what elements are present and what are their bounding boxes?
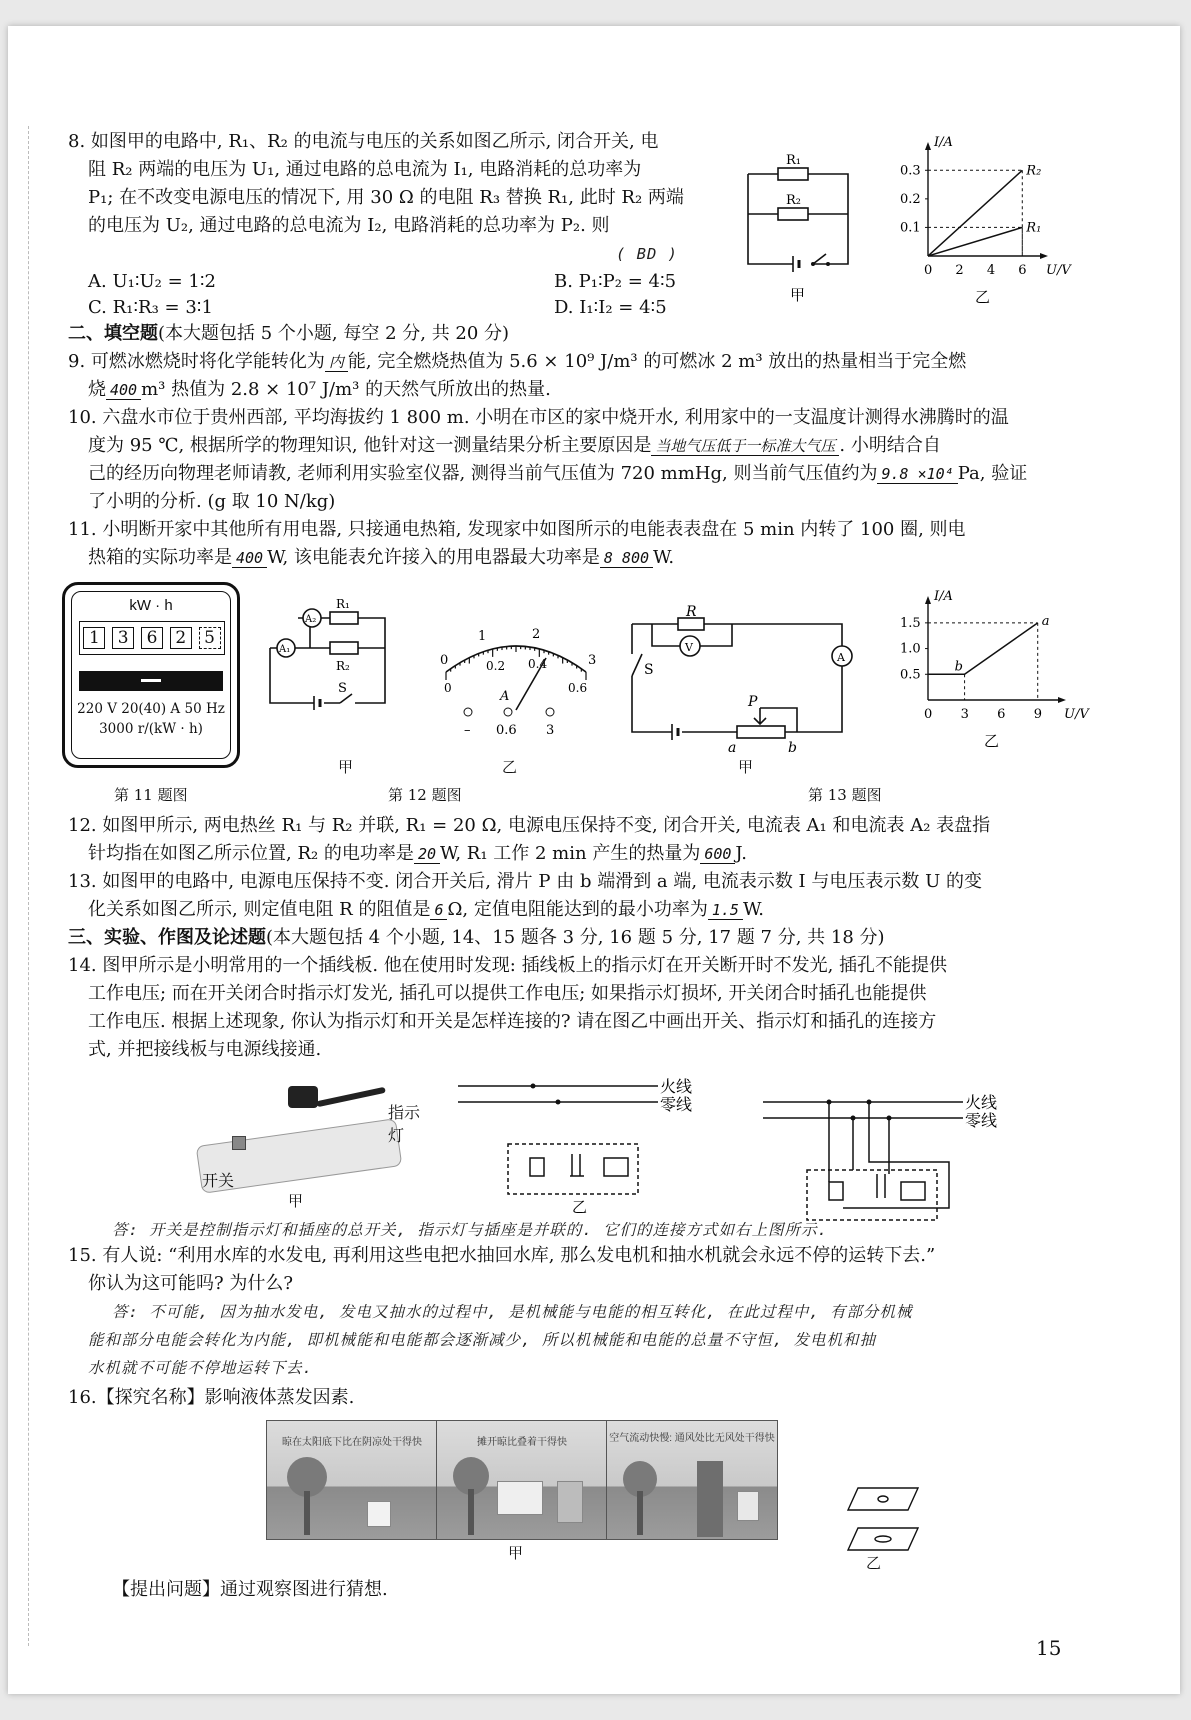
q10-line-4: 了小明的分析. (g 取 10 N/kg) — [88, 491, 336, 512]
series-label: R₂ — [1026, 163, 1042, 179]
section-2-rest: (本大题包括 5 个小题, 每空 2 分, 共 20 分) — [158, 323, 510, 344]
y-tick-label: 0.2 — [900, 191, 921, 207]
answer-live-label: 火线 — [965, 1093, 998, 1112]
q14-line-4: 式, 并把接线板与电源线接通. — [88, 1039, 322, 1060]
q16-fig-jia: 甲 — [508, 1544, 524, 1562]
answer-neutral-label: 零线 — [965, 1111, 998, 1130]
series-line — [928, 623, 1038, 674]
ammeter-dial — [428, 606, 608, 746]
q11-answer-1: 400 — [232, 549, 267, 568]
meter-spec-2: 3000 r/(kW · h) — [99, 721, 203, 737]
switch-button — [232, 1136, 246, 1150]
q10-line-1: 10. 六盘水市位于贵州西部, 平均海拔约 1 800 m. 小明在市区的家中烧开水, 利用家中的一支温度计测得水沸腾时的温 — [68, 407, 1009, 428]
meter-spec-1: 220 V 20(40) A 50 Hz — [77, 701, 225, 717]
q15-line-1: 15. 有人说: “利用水库的水发电, 再利用这些电把水抽回水库, 那么发电机和抽水机就会永远不停的运转下去.” — [68, 1245, 936, 1266]
q12-r1-label: R₁ — [336, 597, 350, 611]
terminal-3: 3 — [546, 723, 555, 738]
q8-line-1: 8. 如图甲的电路中, R₁、R₂ 的电流与电压的关系如图乙所示, 闭合开关, 电 — [68, 131, 659, 152]
q13-text-2a: 化关系如图乙所示, 则定值电阻 R 的阻值是 — [88, 899, 431, 920]
q10-text-2a: 度为 95 ℃, 根据所学的物理知识, 他针对这一测量结果分析主要原因是 — [88, 435, 652, 456]
q14-wiring-blank — [448, 1072, 718, 1216]
dial-letter: A — [500, 689, 510, 704]
evaporation-photo-sun — [266, 1420, 438, 1540]
dial-bottom-04: 0.4 — [528, 657, 548, 671]
q13-end-b: b — [788, 740, 797, 756]
q12-fig-jia: 甲 — [338, 758, 354, 776]
photo-caption-spread: 摊开晾比叠着干得快 — [477, 1437, 567, 1448]
q8-iu-chart — [888, 126, 1088, 306]
section-2-heading: 二、填空题 — [68, 323, 158, 344]
q12-ammeter-a2: A₂ — [305, 614, 317, 625]
q12-fig-yi: 乙 — [502, 758, 518, 776]
dial-top-1: 1 — [478, 629, 487, 644]
q14-answer: 答: 开关是控制指示灯和插座的总开关, 指示灯与插座是并联的. 它们的连接方式如右上图所示. — [112, 1221, 828, 1239]
wire-live-label: 火线 — [660, 1077, 693, 1096]
q13-text-2b: Ω, 定值电阻能达到的最小功率为 — [447, 899, 708, 920]
q13-line-1: 13. 如图甲的电路中, 电源电压保持不变. 闭合开关后, 滑片 P 由 b 端滑到 a 端, 电流表示数 I 与电压表示数 U 的变 — [68, 871, 982, 892]
q8-option-b: B. P₁∶P₂ = 4∶5 — [554, 271, 677, 292]
q8-option-c: C. R₁∶R₃ = 3∶1 — [88, 297, 213, 318]
x-tick-label: 6 — [1018, 263, 1027, 278]
series-line — [928, 170, 1022, 256]
q13-answer-1: 6 — [430, 901, 447, 920]
x-tick-label: 0 — [924, 263, 933, 278]
q16-line-1: 16.【探究名称】影响液体蒸发因素. — [68, 1387, 355, 1408]
q12-line-2 — [88, 840, 747, 868]
series-line — [928, 227, 1022, 256]
x-axis-label: U/V — [1046, 263, 1071, 278]
photo-caption-sun: 晾在太阳底下比在阴凉处干得快 — [282, 1437, 422, 1448]
point-label-a: a — [1041, 613, 1050, 629]
q8-fig-jia: 甲 — [790, 286, 806, 304]
q12-switch-label: S — [338, 681, 347, 696]
x-tick-label: 9 — [1033, 707, 1042, 722]
q10-text-2b: . 小明结合自 — [839, 435, 941, 456]
q11-line-1: 11. 小明断开家中其他所有用电器, 只接通电热箱, 发现家中如图所示的电能表表盘在 5 min 内转了 100 圈, 则电 — [68, 519, 966, 540]
q11-text-2c: W. — [653, 547, 675, 568]
x-axis-arrow — [1058, 697, 1066, 703]
power-strip-figure — [188, 1072, 428, 1210]
q12-text-2a: 针均指在如图乙所示位置, R₂ 的电功率是 — [88, 843, 414, 864]
dial-top-0: 0 — [440, 653, 449, 668]
q13-slider-p: P — [748, 694, 758, 710]
exam-page — [8, 26, 1180, 1694]
dial-bottom-02: 0.2 — [486, 659, 506, 673]
q9-line-1 — [68, 348, 966, 376]
y-axis-arrow — [925, 142, 931, 150]
section-3-heading: 三、实验、作图及论述题 — [68, 927, 266, 948]
meter-digit: 3 — [112, 627, 134, 649]
q13-end-a: a — [728, 740, 737, 756]
q14-fig-yi: 乙 — [572, 1198, 588, 1216]
q8-circuit-diagram — [738, 154, 858, 304]
q9-answer-1: 内 — [325, 353, 348, 372]
y-tick-label: 1.0 — [900, 641, 921, 657]
q14-line-1: 14. 图甲所示是小明常用的一个插线板. 他在使用时发现: 插线板上的指示灯在开关断开时不发光, 插孔不能提供 — [68, 955, 948, 976]
q9-line-2 — [88, 376, 551, 404]
q15-answer-2: 能和部分电能会转化为内能, 即机械能和电能都会逐渐减少, 所以机械能和电能的总量不守恒, 发电机和抽 — [88, 1331, 876, 1349]
q15-answer-1: 答: 不可能, 因为抽水发电, 发电又抽水的过程中, 是机械能与电能的相互转化, 在此过程中, 有部分机械 — [112, 1303, 913, 1321]
q13-answer-2: 1.5 — [708, 901, 743, 920]
fig-caption-q12: 第 12 题图 — [388, 786, 462, 804]
page-number: 15 — [1036, 1636, 1062, 1660]
q13-fig-jia: 甲 — [738, 758, 754, 776]
q8-r2-label: R₂ — [786, 193, 801, 208]
x-tick-label: 6 — [997, 707, 1006, 722]
section-3-rest: (本大题包括 4 个小题, 14、15 题各 3 分, 16 题 5 分, 17 题 7 分, 共 18 分) — [266, 927, 885, 948]
q12-text-2b: W, R₁ 工作 2 min 产生的热量为 — [440, 843, 701, 864]
q9-text-1b: 能, 完全燃烧热值为 5.6 × 10⁹ J/m³ 的可燃冰 2 m³ 放出的热量相当于完全燃 — [347, 351, 967, 372]
q12-ammeter-a1: A₁ — [279, 644, 291, 655]
q14-fig-jia: 甲 — [288, 1192, 304, 1210]
q13-r-label: R — [686, 604, 697, 620]
energy-meter — [62, 582, 240, 768]
q13-voltmeter: V — [685, 641, 693, 654]
y-axis-label: I/A — [934, 135, 953, 150]
photo-caption-wind: 空气流动快慢: 通风处比无风处干得快 — [609, 1433, 775, 1444]
q8-r1-label: R₁ — [786, 153, 801, 168]
q14-line-2: 工作电压; 而在开关闭合时指示灯发光, 插孔可以提供工作电压; 如果指示灯损坏, 开关闭合时插孔也能提供 — [88, 983, 927, 1004]
dial-top-3: 3 — [588, 653, 597, 668]
wire-neutral-label: 零线 — [660, 1095, 693, 1114]
meter-digit: 1 — [83, 627, 105, 649]
q15-line-2: 你认为这可能吗? 为什么? — [88, 1273, 294, 1294]
binding-margin-line — [28, 126, 29, 1646]
q13-line-2 — [88, 896, 764, 924]
q13-iu-chart — [888, 589, 1098, 760]
q13-switch-label: S — [644, 662, 654, 678]
q10-answer-1: 当地气压低于一标准大气压 — [651, 437, 839, 456]
q10-text-3a: 己的经历向物理老师请教, 老师利用实验室仪器, 测得当前气压值为 720 mmHg, 则当前气压值约为 — [88, 463, 878, 484]
series-label: R₁ — [1026, 220, 1042, 236]
q11-text-2b: W, 该电能表允许接入的用电器最大功率是 — [267, 547, 600, 568]
y-axis-arrow — [925, 596, 931, 604]
q11-line-2 — [88, 544, 674, 572]
q12-answer-2: 600 — [700, 845, 735, 864]
q13-text-2c: W. — [742, 899, 765, 920]
q16-line-2: 【提出问题】通过观察图进行猜想. — [112, 1579, 388, 1600]
meter-digits — [79, 621, 225, 655]
fig-caption-q11: 第 11 题图 — [114, 786, 188, 804]
label-switch: 开关 — [202, 1171, 235, 1190]
evaporation-photo-wind — [606, 1420, 778, 1540]
meter-digit: 5 — [199, 627, 221, 649]
q8-answer: ( BD ) — [616, 245, 678, 263]
evaporation-photo-spread — [436, 1420, 608, 1540]
q10-line-3 — [88, 460, 1027, 488]
x-axis-arrow — [1040, 253, 1048, 259]
q8-option-a: A. U₁∶U₂ = 1∶2 — [88, 271, 217, 292]
meter-digit: 2 — [170, 627, 192, 649]
q13-circuit-diagram — [622, 606, 862, 756]
q10-text-3b: Pa, 验证 — [957, 463, 1028, 484]
plug — [288, 1086, 318, 1108]
q9-text-2b: m³ 热值为 2.8 × 10⁷ J/m³ 的天然气所放出的热量. — [141, 379, 551, 400]
dial-bottom-0: 0 — [444, 681, 452, 695]
x-tick-label: 0 — [924, 707, 933, 722]
q12-answer-1: 20 — [414, 845, 440, 864]
x-tick-label: 4 — [986, 263, 996, 278]
q12-line-1: 12. 如图甲所示, 两电热丝 R₁ 与 R₂ 并联, R₁ = 20 Ω, 电源电压保持不变, 闭合开关, 电流表 A₁ 和电流表 A₂ 表盘指 — [68, 815, 991, 836]
q12-circuit-diagram — [260, 597, 400, 748]
q13-ammeter: A — [837, 651, 845, 664]
meter-digit: 6 — [141, 627, 163, 649]
q10-line-2 — [88, 432, 941, 460]
dial-top-2: 2 — [532, 627, 541, 642]
fig-caption-q13: 第 13 题图 — [808, 786, 882, 804]
chart-caption: 乙 — [975, 288, 991, 306]
q12-r2-label: R₂ — [336, 659, 350, 673]
q8-option-d: D. I₁∶I₂ = 4∶5 — [554, 297, 667, 318]
chart-caption: 乙 — [984, 732, 1000, 750]
point-label-b: b — [954, 659, 963, 675]
section-2-title — [68, 320, 509, 348]
section-3-title — [68, 924, 885, 952]
label-indicator: 指示灯 — [388, 1103, 421, 1145]
meter-unit: kW · h — [129, 597, 173, 614]
terminal-06: 0.6 — [496, 723, 517, 738]
y-tick-label: 0.1 — [900, 220, 921, 236]
q11-answer-2: 8 800 — [600, 549, 653, 568]
dial-bottom-06: 0.6 — [568, 681, 588, 695]
x-tick-label: 2 — [955, 263, 964, 278]
q15-answer-3: 水机就不可能不停地运转下去. — [88, 1359, 313, 1377]
y-axis-label: I/A — [934, 589, 953, 604]
q16-fig-yi: 乙 — [866, 1554, 882, 1572]
y-tick-label: 1.5 — [900, 615, 921, 631]
q9-answer-2: 400 — [106, 381, 141, 400]
q9-text-1a: 9. 可燃冰燃烧时将化学能转化为 — [68, 351, 325, 372]
x-tick-label: 3 — [960, 707, 969, 722]
q14-line-3: 工作电压. 根据上述现象, 你认为指示灯和开关是怎样连接的? 请在图乙中画出开关、指示灯和插孔的连接方 — [88, 1011, 937, 1032]
terminal-minus: – — [464, 723, 471, 738]
y-tick-label: 0.3 — [900, 163, 921, 179]
q14-wiring-answer — [753, 1082, 1013, 1222]
q16-plates-figure — [838, 1476, 928, 1566]
q11-text-2a: 热箱的实际功率是 — [88, 547, 232, 568]
x-axis-label: U/V — [1064, 707, 1089, 722]
q8-line-3: P₁; 在不改变电源电压的情况下, 用 30 Ω 的电阻 R₃ 替换 R₁, 此时 R₂ 两端 — [88, 187, 684, 208]
q8-line-2: 阻 R₂ 两端的电压为 U₁, 通过电路的总电流为 I₁, 电路消耗的总功率为 — [88, 159, 642, 180]
q10-answer-2: 9.8 ×10⁴ — [877, 465, 957, 484]
q9-text-2a: 烧 — [88, 379, 106, 400]
power-cord — [316, 1087, 386, 1107]
q12-text-2c: J. — [735, 843, 747, 864]
q8-line-4: 的电压为 U₂, 通过电路的总电流为 I₂, 电路消耗的总功率为 P₂. 则 — [88, 215, 610, 236]
y-tick-label: 0.5 — [900, 667, 921, 683]
meter-disc-window — [79, 671, 223, 691]
